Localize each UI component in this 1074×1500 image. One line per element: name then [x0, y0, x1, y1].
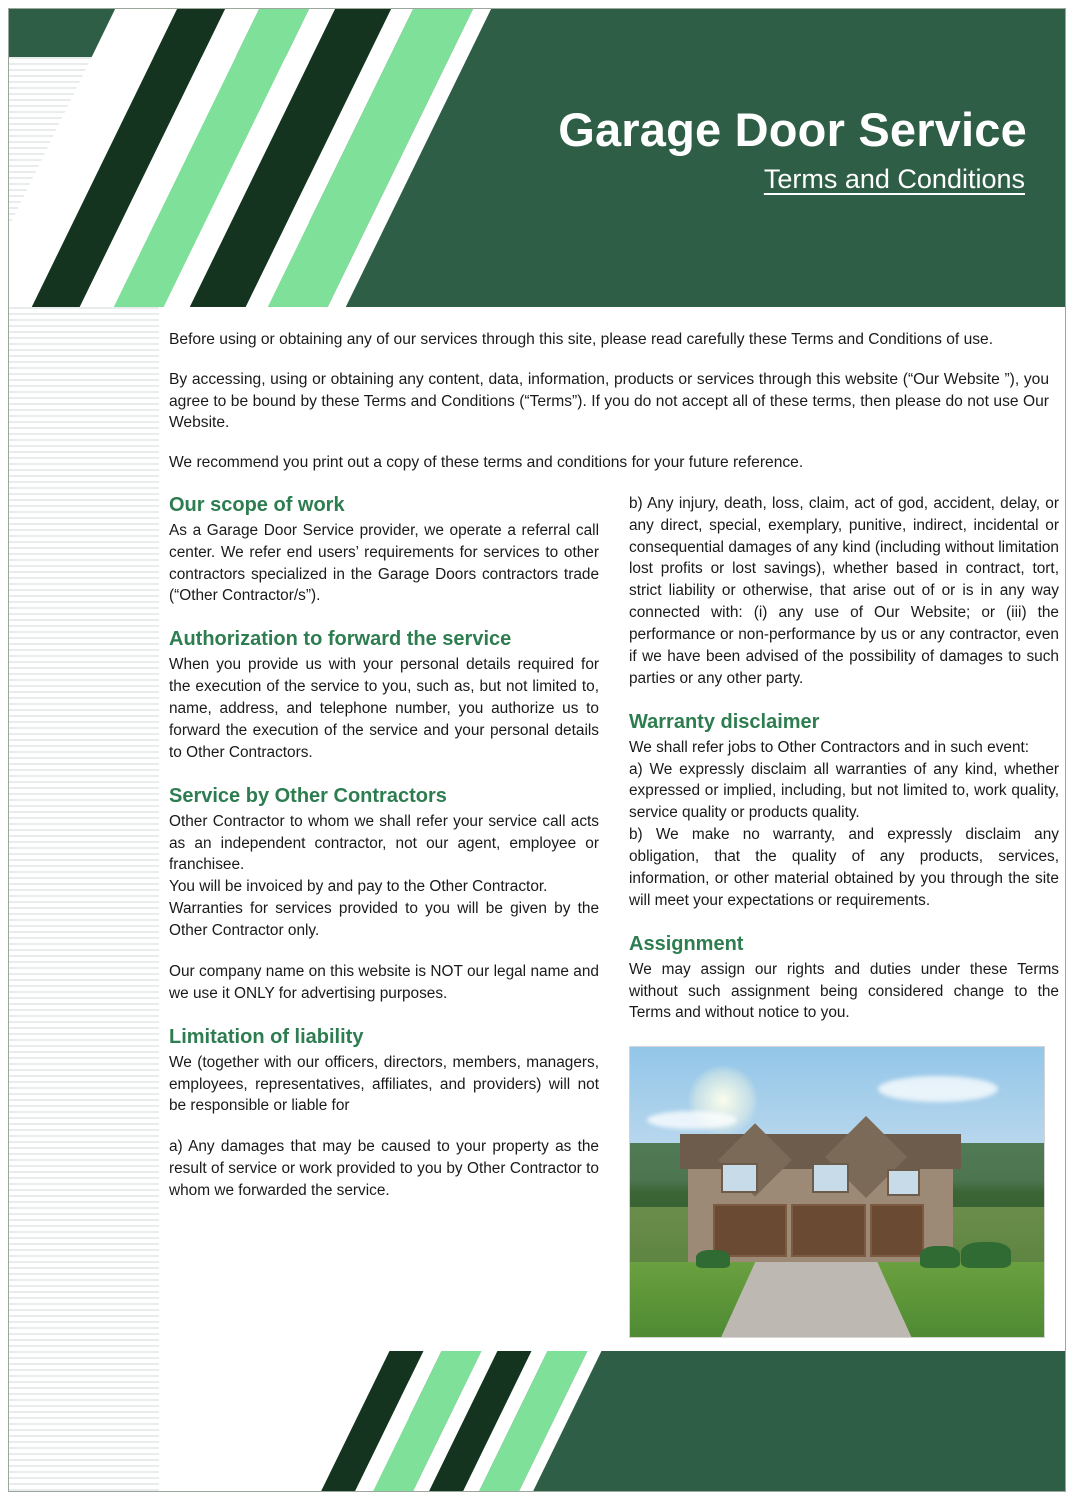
- section-body-warranty-3: b) We make no warranty, and expressly disclaim any obligation, that the quality of any products, services, information, or other material obtained by you through the site will meet your expectations or requirements.: [629, 826, 1059, 909]
- section-body-other-contractors-3: Warranties for services provided to you will be given by the Other Contractor only.: [169, 900, 599, 940]
- shrub-1: [696, 1250, 730, 1268]
- shrub-2: [920, 1246, 960, 1268]
- left-white-gutter: [159, 307, 169, 1491]
- section-heading-other-contractors: Service by Other Contractors: [169, 784, 447, 807]
- section-body-other-contractors-2: You will be invoiced by and pay to the Other Contractor.: [169, 878, 548, 896]
- section-heading-limitation: Limitation of liability: [169, 1025, 364, 1048]
- section-body-other-contractors-4: Our company name on this website is NOT our legal name and we use it ONLY for advertising purposes.: [169, 962, 599, 1002]
- house-photo: [629, 1046, 1045, 1338]
- section-other-contractors: [169, 784, 599, 1005]
- left-column: [169, 493, 599, 1339]
- section-body-warranty-1: We shall refer jobs to Other Contractors and in such event:: [629, 738, 1030, 756]
- shrub-3: [961, 1242, 1011, 1268]
- section-body-warranty-2: a) We expressly disclaim all warranties of any kind, whether expressed or implied, including, but not limited to, work quality, service quality or products quality.: [629, 760, 1059, 822]
- house-window-3: [887, 1169, 920, 1196]
- page-title: Garage Door Service: [558, 103, 1027, 156]
- page-frame: [8, 8, 1066, 1492]
- section-body-authorization: When you provide us with your personal details required for the execution of the service to you, such as, but not limited to, name, address, and telephone number, you authorize us to forward the execution of the service and your personal details to Other Contractors.: [169, 656, 599, 761]
- section-heading-authorization: Authorization to forward the service: [169, 628, 512, 651]
- section-heading-assignment: Assignment: [629, 932, 744, 955]
- section-warranty-disclaimer: [629, 710, 1059, 912]
- section-body-scope: As a Garage Door Service provider, we operate a referral call center. We refer end users’ requirements for services to other contractors specialized in the Garage Doors contractors trade (“Other Contractor/s”).: [169, 521, 599, 605]
- house-window-1: [721, 1163, 758, 1193]
- section-authorization: [169, 627, 599, 763]
- house-window-2: [812, 1163, 849, 1193]
- section-scope-of-work: [169, 493, 599, 608]
- header-titles: [558, 105, 1027, 195]
- intro-paragraph-2: By accessing, using or obtaining any content, data, information, products or services through this website (“Our Website ”), you agree to be bound by these Terms and Conditions (“Terms”). If you do not accept all of these terms, then please do not use Our Website.: [169, 371, 1049, 432]
- section-assignment: [629, 932, 1059, 1025]
- intro-section: [169, 329, 1059, 474]
- left-line-pattern: [9, 307, 159, 1491]
- section-body-other-contractors-1: Other Contractor to whom we shall refer your service call acts as an independent contractor, not our agent, employee or franchisee.: [169, 812, 599, 874]
- document-content: [169, 329, 1059, 1338]
- section-body-liability-b: b) Any injury, death, loss, claim, act of god, accident, delay, or any direct, special, exemplary, punitive, indirect, incidental or consequential damages of any kind (including without limitation lost profits or lost savings), whether based in contract, tort, strict liability or otherwise, that arise out of or is in any way connected with: (i) any use of Our Website; or (iii) the performance or non-performance by us or any contractor, even if we have been advised of the possibility of damages to such parties or any other party.: [629, 494, 1059, 687]
- cloud-1: [878, 1076, 998, 1102]
- page-subtitle: Terms and Conditions: [763, 164, 1025, 195]
- section-body-limitation-1: We (together with our officers, directors, members, managers, employees, representatives, affiliates, and providers) will not be responsible or liable for: [169, 1053, 599, 1115]
- section-body-assignment: We may assign our rights and duties under these Terms without such assignment being considered change to the Terms and without notice to you.: [629, 960, 1059, 1022]
- garage-door-1: [713, 1204, 787, 1257]
- two-column-body: [169, 493, 1059, 1339]
- cloud-2: [647, 1111, 737, 1129]
- garage-door-2: [791, 1204, 865, 1257]
- section-heading-warranty: Warranty disclaimer: [629, 710, 820, 733]
- section-heading-scope: Our scope of work: [169, 493, 345, 516]
- document-footer: [9, 1351, 1065, 1491]
- document-header: [9, 9, 1065, 307]
- garage-door-3: [870, 1204, 924, 1257]
- intro-paragraph-1: Before using or obtaining any of our services through this site, please read carefully these Terms and Conditions of use.: [169, 331, 994, 348]
- section-body-limitation-2: a) Any damages that may be caused to your property as the result of service or work provided to you by Other Contractor to whom we forwarded the service.: [169, 1138, 599, 1200]
- footer-line-pattern: [9, 1351, 159, 1491]
- section-liability-clause-b: [629, 493, 1059, 690]
- section-limitation-of-liability: [169, 1025, 599, 1202]
- intro-paragraph-3: We recommend you print out a copy of these terms and conditions for your future reference.: [169, 454, 804, 472]
- right-column: [629, 493, 1059, 1339]
